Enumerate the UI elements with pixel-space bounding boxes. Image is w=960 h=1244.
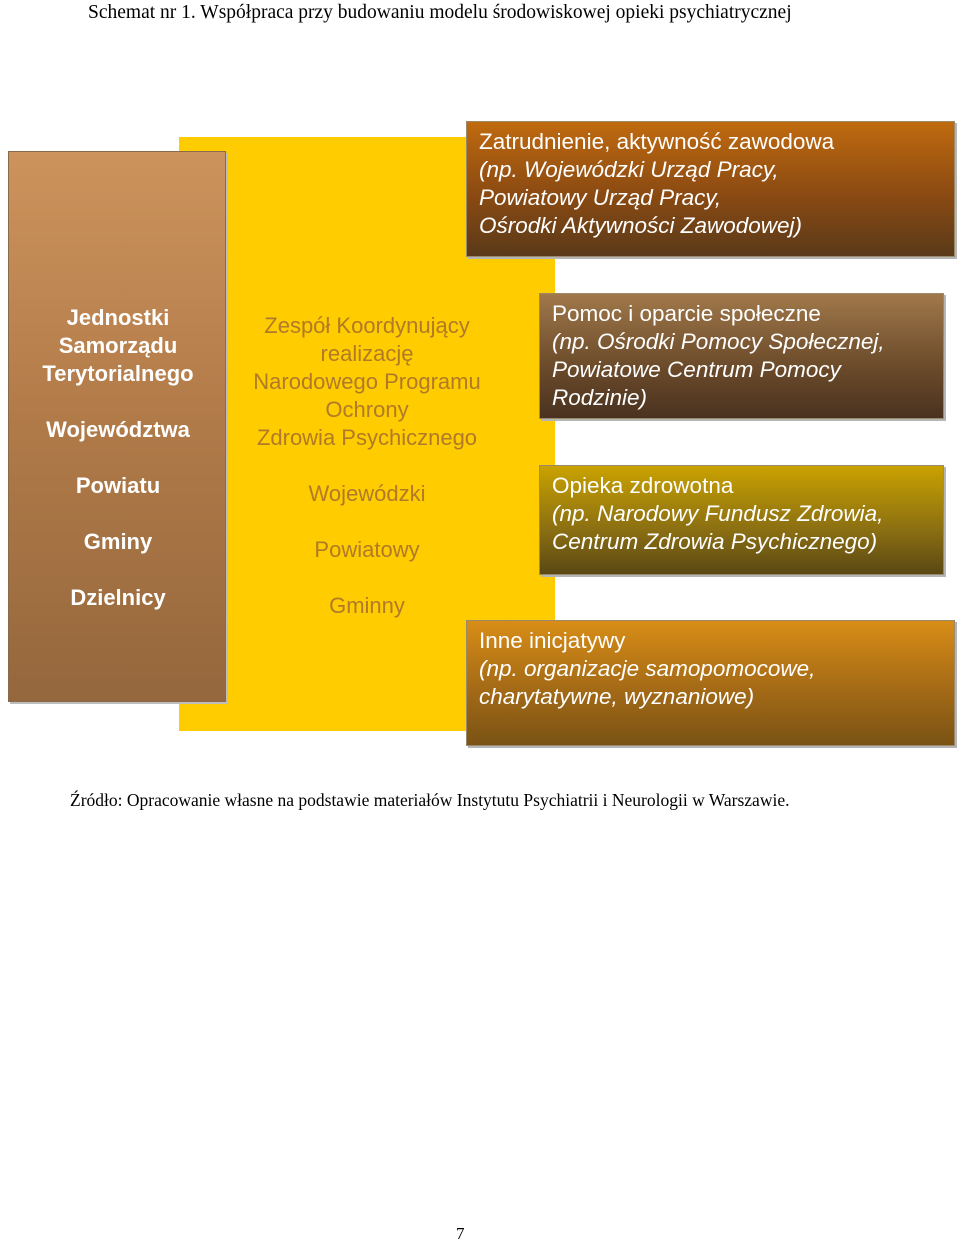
left-line-2: Samorządu	[58, 333, 178, 358]
source-note: Źródło: Opracowanie własne na podstawie materiałów Instytutu Psychiatrii i Neurologii w Warszawie.	[70, 790, 790, 810]
employment-example-3: Ośrodki Aktywności Zawodowej)	[479, 213, 803, 238]
mid-line-county: Powiatowy	[314, 537, 420, 562]
other-initiatives-box	[466, 620, 955, 746]
employment-box	[466, 121, 955, 257]
left-line-3: Terytorialnego	[42, 361, 194, 386]
mid-line-2: realizację	[320, 341, 414, 366]
employment-example-2: Powiatowy Urząd Pracy,	[479, 185, 722, 210]
health-care-box	[539, 465, 944, 575]
health-example-1: (np. Narodowy Fundusz Zdrowia,	[552, 501, 884, 526]
left-line-1: Jednostki	[66, 305, 170, 330]
left-line-county: Powiatu	[75, 473, 161, 498]
left-line-district: Dzielnicy	[70, 585, 166, 610]
other-example-2: charytatywne, wyznaniowe)	[479, 684, 755, 709]
mid-line-4: Ochrony	[325, 397, 409, 422]
social-example-1: (np. Ośrodki Pomocy Społecznej,	[552, 329, 885, 354]
document-title: Schemat nr 1. Współpraca przy budowaniu modelu środowiskowej opieki psychiatrycznej	[88, 2, 792, 23]
other-example-1: (np. organizacje samopomocowe,	[479, 656, 816, 681]
social-support-box	[539, 293, 944, 419]
social-example-2: Powiatowe Centrum Pomocy	[552, 357, 841, 382]
employment-example-1: (np. Wojewódzki Urząd Pracy,	[479, 157, 779, 182]
left-line-commune: Gminy	[83, 529, 153, 554]
health-heading: Opieka zdrowotna	[552, 473, 734, 498]
other-heading: Inne inicjatywy	[479, 628, 626, 653]
left-line-voivodeship: Województwa	[46, 417, 190, 442]
mid-line-1: Zespół Koordynujący	[264, 313, 470, 338]
mid-line-5: Zdrowia Psychicznego	[256, 425, 478, 450]
mid-line-3: Narodowego Programu	[253, 369, 481, 394]
page-number: 7	[456, 1224, 465, 1243]
mid-line-voivodeship: Wojewódzki	[308, 481, 426, 506]
mid-line-commune: Gminny	[329, 593, 405, 618]
social-heading: Pomoc i oparcie społeczne	[552, 301, 821, 326]
employment-heading: Zatrudnienie, aktywność zawodowa	[479, 129, 835, 154]
health-example-2: Centrum Zdrowia Psychicznego)	[552, 529, 878, 554]
social-example-3: Rodzinie)	[552, 385, 648, 410]
